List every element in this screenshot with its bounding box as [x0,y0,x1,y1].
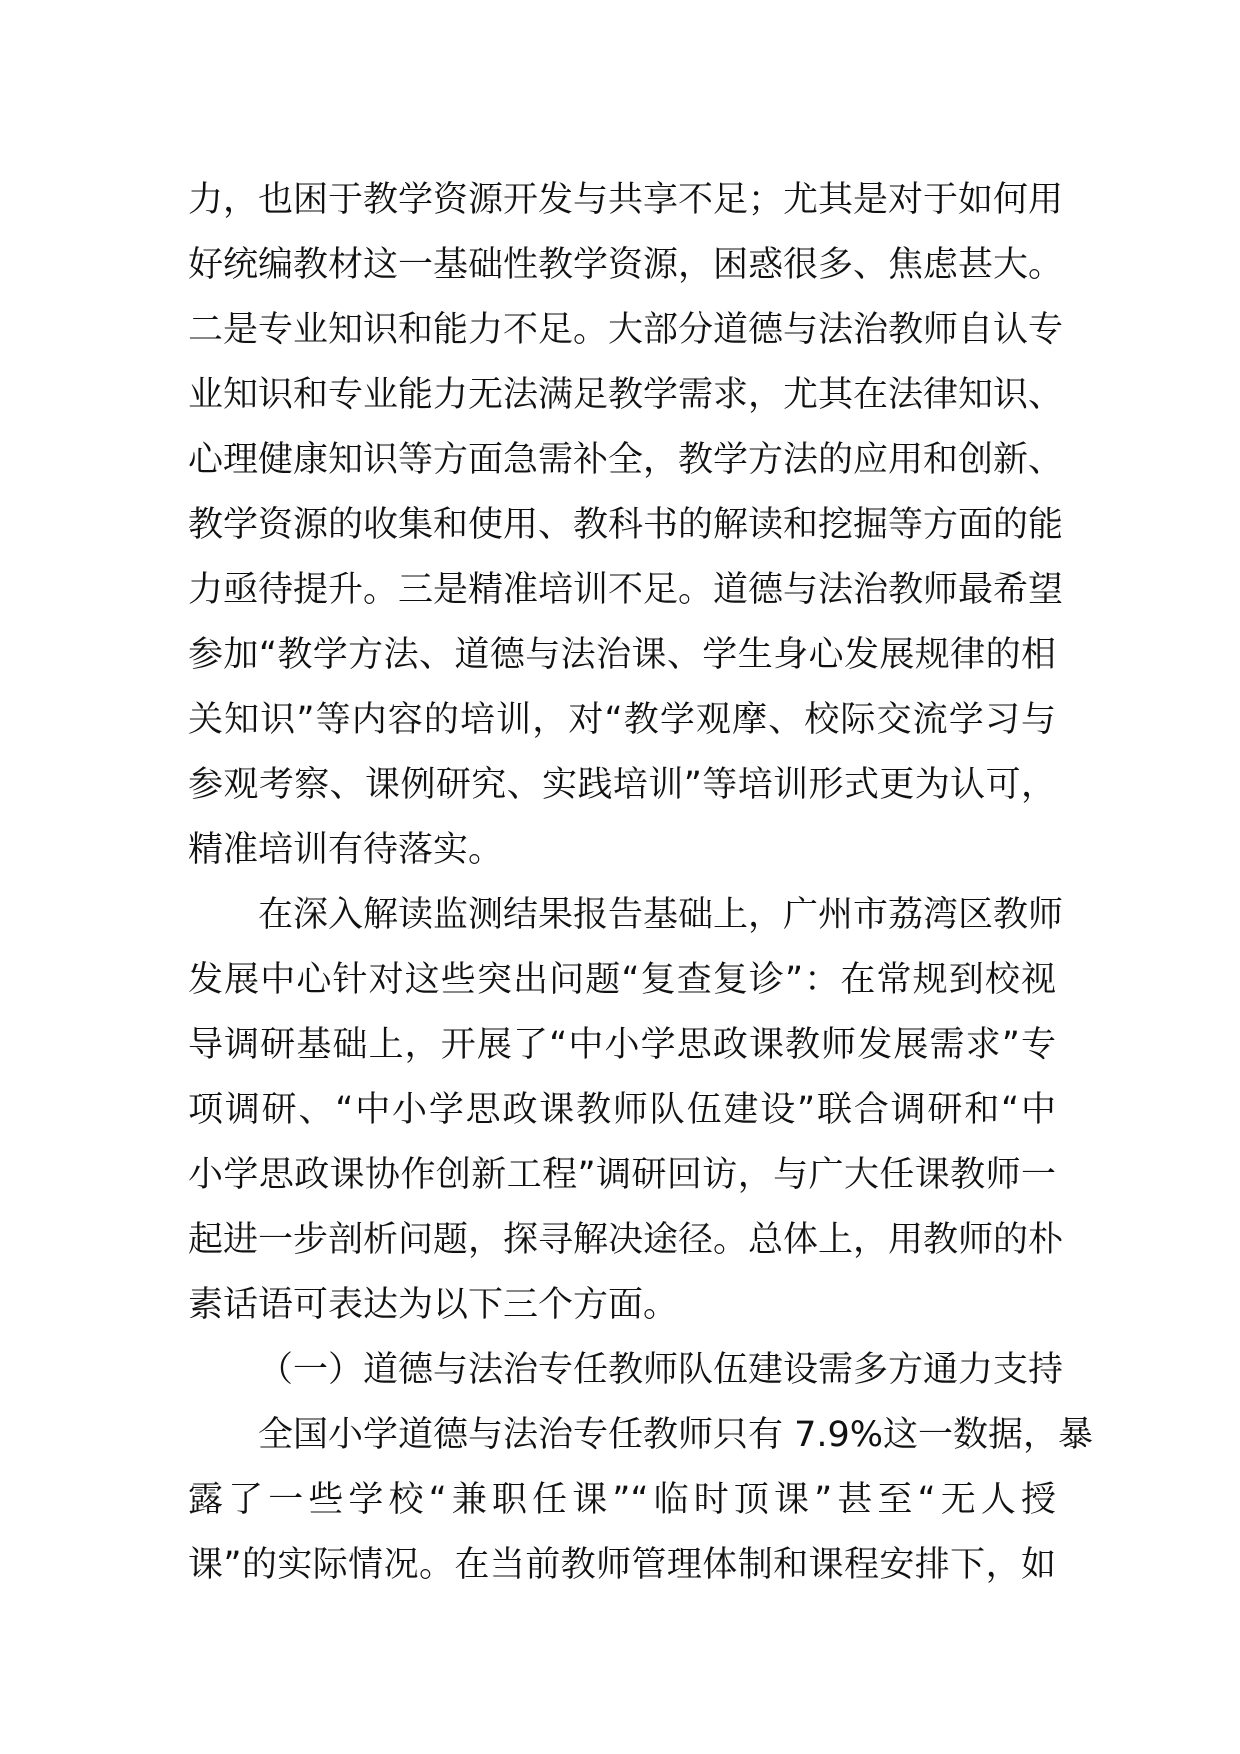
text-line: 导调研基础上，开展了“中小学思政课教师发展需求”专 [188,1025,1056,1065]
text-line: 关知识”等内容的培训，对“教学观摩、校际交流学习与 [188,700,1056,740]
text-line: 参加“教学方法、道德与法治课、学生身心发展规律的相 [188,635,1056,675]
paragraph-end-line: 精准培训有待落实。 [188,830,504,870]
text-line: 心理健康知识等方面急需补全，教学方法的应用和创新、 [188,440,1064,480]
paragraph-first-line: 全国小学道德与法治专任教师只有 7.9%这一数据，暴 [258,1415,1094,1455]
text-line: 起进一步剖析问题，探寻解决途径。总体上，用教师的朴 [188,1220,1064,1260]
text-line: 参观考察、课例研究、实践培训”等培训形式更为认可， [188,765,1056,805]
text-line: 课”的实际情况。在当前教师管理体制和课程安排下，如 [188,1545,1056,1585]
paragraph-end-line: 素话语可表达为以下三个方面。 [188,1285,679,1325]
section-heading: （一）道德与法治专任教师队伍建设需多方通力支持 [258,1350,1064,1390]
text-line: 教学资源的收集和使用、教科书的解读和挖掘等方面的能 [188,505,1064,545]
text-line: 发展中心针对这些突出问题“复查复诊”：在常规到校视 [188,960,1056,1000]
text-line: 力，也困于教学资源开发与共享不足；尤其是对于如何用 [188,180,1064,220]
text-line: 好统编教材这一基础性教学资源，困惑很多、焦虑甚大。 [188,245,1064,285]
text-line: 小学思政课协作创新工程”调研回访，与广大任课教师一 [188,1155,1056,1195]
text-line: 露了一些学校“兼职任课”“临时顶课”甚至“无人授 [188,1480,1056,1520]
body-text [188,168,1094,1598]
text-line: 二是专业知识和能力不足。大部分道德与法治教师自认专 [188,310,1064,350]
text-line: 业知识和专业能力无法满足教学需求，尤其在法律知识、 [188,375,1064,415]
text-line: 力亟待提升。三是精准培训不足。道德与法治教师最希望 [188,570,1064,610]
text-line: 项调研、“中小学思政课教师队伍建设”联合调研和“中 [188,1090,1056,1130]
paragraph-first-line: 在深入解读监测结果报告基础上，广州市荔湾区教师 [258,895,1064,935]
